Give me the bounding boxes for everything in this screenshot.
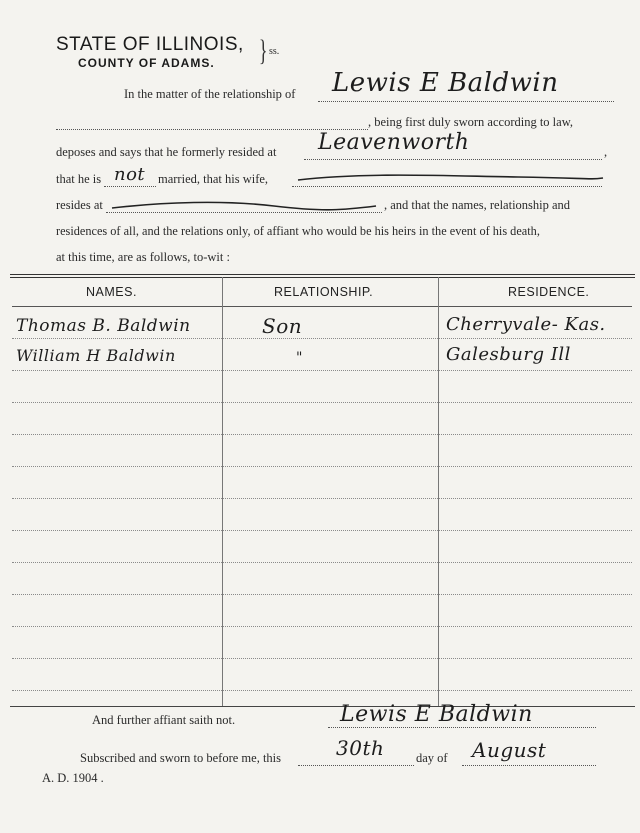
table-row-1-relationship: Son	[262, 314, 303, 338]
subscribed-clause: Subscribed and sworn to before me, this	[80, 751, 282, 765]
day-of-label: day of	[416, 751, 448, 765]
wife-dash-scribble	[288, 168, 608, 188]
sworn-month: August	[472, 738, 547, 762]
resides-dash-scribble	[104, 194, 384, 214]
county-heading: COUNTY OF ADAMS.	[78, 56, 215, 70]
relationship-intro: In the matter of the relationship of	[124, 87, 296, 101]
column-header-relationship: RELATIONSHIP.	[274, 285, 374, 299]
table-row-1-name: Thomas B. Baldwin	[16, 316, 191, 336]
former-residence-value: Leavenworth	[318, 130, 470, 155]
column-header-residence: RESIDENCE.	[508, 285, 590, 299]
ss-label: ss.	[269, 46, 280, 57]
table-row-2-name: William H Baldwin	[16, 346, 176, 365]
marital-prefix: that he is	[56, 172, 102, 186]
to-wit-clause: at this time, are as follows, to-wit :	[56, 250, 230, 264]
marital-status: not	[114, 164, 146, 185]
state-heading: STATE OF ILLINOIS,	[56, 34, 244, 55]
brace: }	[258, 34, 268, 67]
sworn-clause: , being first duly sworn according to law,	[368, 115, 574, 129]
sworn-day: 30th	[336, 736, 385, 760]
marital-middle: married, that his wife,	[158, 172, 269, 186]
ad-year: A. D. 1904 .	[42, 771, 104, 785]
column-header-names: NAMES.	[86, 285, 137, 299]
table-row-2-residence: Galesburg Ill	[446, 344, 571, 365]
resides-at-label: resides at	[56, 198, 103, 212]
line3-comma: ,	[604, 145, 608, 159]
resides-suffix: , and that the names, relationship and	[384, 198, 571, 212]
table-row-2-relationship: "	[296, 350, 303, 366]
affiant-saith-not: And further affiant saith not.	[92, 713, 236, 727]
former-residence-label: deposes and says that he formerly resided at	[56, 145, 277, 159]
subject-name: Lewis E Baldwin	[332, 68, 559, 98]
heirs-clause: residences of all, and the relations only, of affiant who would be his heirs in the event of his death,	[56, 224, 540, 238]
table-row-1-residence: Cherryvale- Kas.	[446, 314, 606, 335]
affiant-signature: Lewis E Baldwin	[340, 702, 533, 727]
